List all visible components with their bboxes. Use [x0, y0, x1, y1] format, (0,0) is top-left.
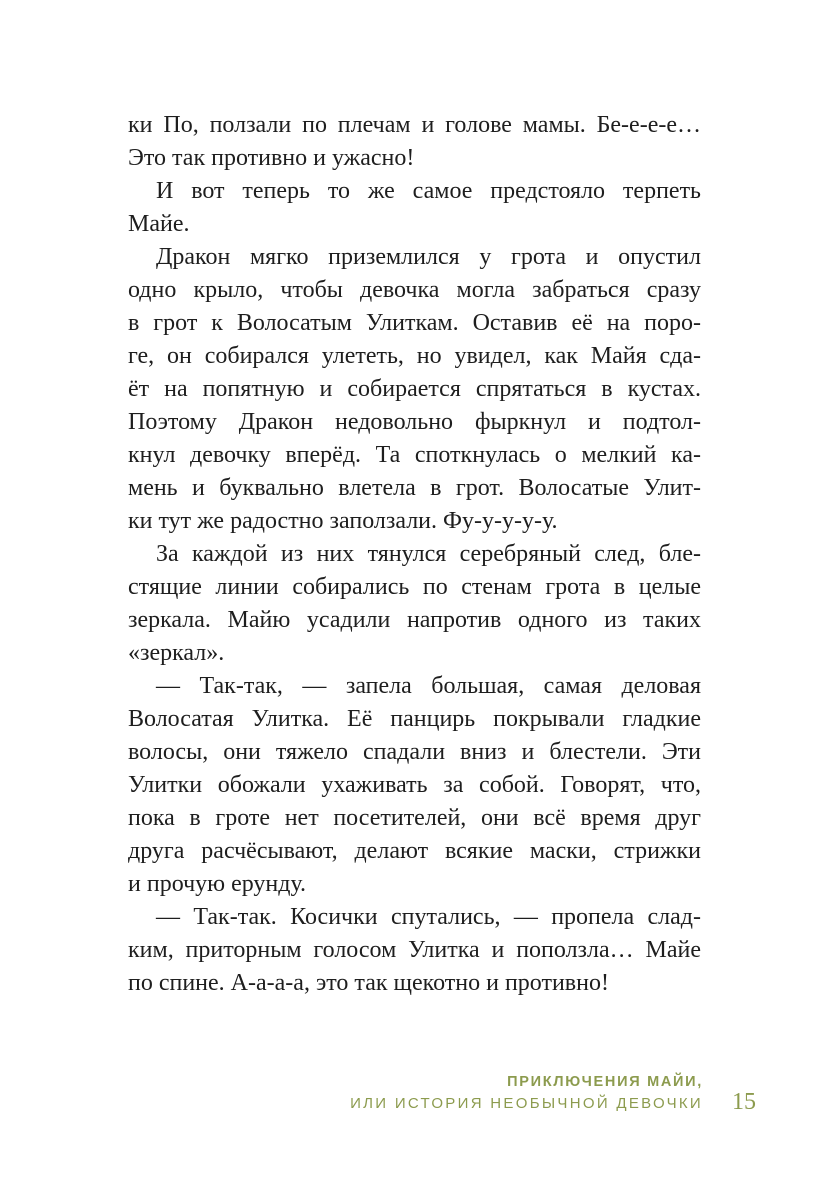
- text-line: Майе.: [128, 211, 190, 237]
- text-line: Это так противно и ужасно!: [128, 145, 415, 171]
- text-line: и прочую ерунду.: [128, 871, 307, 897]
- text-line: ге, он собирался улететь, но увидел, как Майя сда-: [128, 343, 701, 369]
- text-line: зеркала. Майю усадили напротив одного из таких: [128, 607, 701, 633]
- text-line: ким, приторным голосом Улитка и поползла… Майе: [128, 937, 701, 963]
- text-line: И вот теперь то же самое предстояло терпеть: [156, 178, 701, 204]
- text-line: Волосатая Улитка. Её панцирь покрывали гладкие: [128, 706, 701, 732]
- text-line: Поэтому Дракон недовольно фыркнул и подтол-: [128, 409, 701, 435]
- text-line: одно крыло, чтобы девочка могла забраться сразу: [128, 277, 701, 303]
- text-line: За каждой из них тянулся серебряный след, бле-: [156, 541, 701, 567]
- text-line: Дракон мягко приземлился у грота и опустил: [156, 244, 701, 270]
- text-line: пока в гроте нет посетителей, они всё время друг: [128, 805, 701, 831]
- body-text: [128, 109, 701, 1000]
- text-line: ки тут же радостно заползали. Фу-у-у-у-у.: [128, 508, 558, 534]
- text-line: в грот к Волосатым Улиткам. Оставив её на поро-: [128, 310, 701, 336]
- running-title: [350, 1072, 703, 1114]
- text-line: «зеркал».: [128, 640, 225, 666]
- text-line: ки По, ползали по плечам и голове мамы. Бе-е-е-е…: [128, 112, 701, 138]
- running-title-line2: ИЛИ ИСТОРИЯ НЕОБЫЧНОЙ ДЕВОЧКИ: [350, 1095, 703, 1112]
- text-line: ёт на попятную и собирается спрятаться в кустах.: [128, 376, 701, 402]
- text-line: стящие линии собирались по стенам грота в целые: [128, 574, 701, 600]
- text-line: друга расчёсывают, делают всякие маски, стрижки: [128, 838, 701, 864]
- page-footer: [350, 1072, 756, 1114]
- text-line: Улитки обожали ухаживать за собой. Говорят, что,: [128, 772, 701, 798]
- text-line: по спине. А-а-а-а, это так щекотно и противно!: [128, 970, 609, 996]
- text-line: — Так-так. Косички спутались, — пропела слад-: [156, 904, 701, 930]
- text-line: кнул девочку вперёд. Та споткнулась о мелкий ка-: [128, 442, 701, 468]
- text-line: волосы, они тяжело спадали вниз и блестели. Эти: [128, 739, 701, 765]
- page-number: 15: [732, 1089, 756, 1115]
- text-line: — Так-так, — запела большая, самая деловая: [156, 673, 701, 699]
- running-title-line1: ПРИКЛЮЧЕНИЯ МАЙИ,: [507, 1074, 703, 1090]
- text-line: мень и буквально влетела в грот. Волосатые Улит-: [128, 475, 701, 501]
